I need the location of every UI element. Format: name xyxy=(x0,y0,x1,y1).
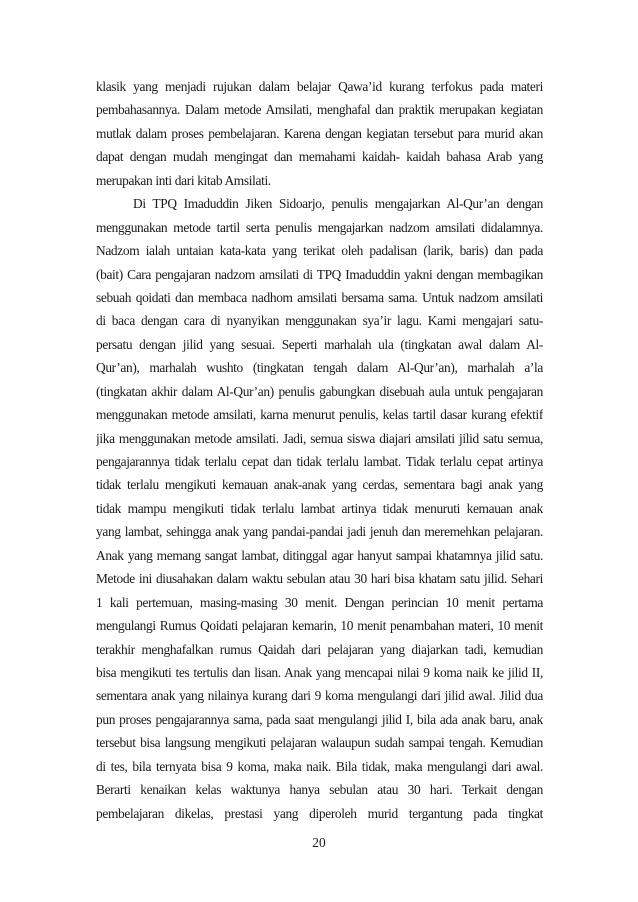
text-line: tidak terlalu mengikuti kemauan anak-anak yang cerdas, sementara bagi anak yang xyxy=(96,477,543,493)
text-line: jika menggunakan metode amsilati. Jadi, semua siswa diajari amsilati jilid satu semua, xyxy=(96,430,543,446)
text-line: pun proses pengajarannya sama, pada saat mengulangi jilid I, bila ada anak baru, anak xyxy=(96,711,543,727)
text-line: pembahasannya. Dalam metode Amsilati, menghafal dan praktik merupakan kegiatan xyxy=(96,102,543,118)
text-line: mutlak dalam proses pembelajaran. Karena dengan kegiatan tersebut para murid akan xyxy=(96,125,543,141)
text-line: menggunakan metode amsilati, karna menurut penulis, kelas tartil dasar kurang efektif xyxy=(96,407,543,423)
text-line: Anak yang memang sangat lambat, ditinggal agar hanyut sampai khatamnya jilid satu. xyxy=(96,547,543,563)
text-line: persatu dengan jilid yang sesuai. Seperti marhalah ula (tingkatan awal dalam Al- xyxy=(96,336,543,352)
text-line: merupakan inti dari kitab Amsilati. xyxy=(96,172,271,188)
text-line: yang lambat, sehingga anak yang pandai-pandai jadi jenuh dan meremehkan pelajaran. xyxy=(96,524,543,540)
text-line: menggunakan metode tartil serta penulis mengajarkan nadzom amsilati didalamnya. xyxy=(96,219,543,235)
text-line: di tes, bila ternyata bisa 9 koma, maka naik. Bila tidak, maka mengulangi dari awal. xyxy=(96,758,543,774)
text-line: Di TPQ Imaduddin Jiken Sidoarjo, penulis mengajarkan Al-Qur’an dengan xyxy=(133,196,543,212)
text-line: mengulangi Rumus Qoidati pelajaran kemarin, 10 menit penambahan materi, 10 menit xyxy=(96,618,543,634)
text-line: sebuah qoidati dan membaca nadhom amsilati bersama sama. Untuk nadzom amsilati xyxy=(96,289,543,305)
text-line: tersebut bisa langsung mengikuti pelajaran walaupun sudah sampai tengah. Kemudian xyxy=(96,735,543,751)
text-line: sementara anak yang nilainya kurang dari 9 koma mengulangi dari jilid awal. Jilid dua xyxy=(96,688,543,704)
page-number: 20 xyxy=(312,835,326,850)
text-line: dapat dengan mudah mengingat dan memahami kaidah- kaidah bahasa Arab yang xyxy=(96,149,543,165)
text-line: 1 kali pertemuan, masing-masing 30 menit. Dengan perincian 10 menit pertama xyxy=(96,594,543,610)
text-line: Nadzom ialah untaian kata-kata yang terikat oleh padalisan (larik, baris) dan pada xyxy=(96,243,543,259)
text-line: terakhir menghafalkan rumus Qaidah dari pelajaran yang diajarkan tadi, kemudian xyxy=(96,641,543,657)
text-line: Metode ini diusahakan dalam waktu sebulan atau 30 hari bisa khatam satu jilid. Sehari xyxy=(96,571,543,587)
text-line: Qur’an), marhalah wushto (tingkatan tengah dalam Al-Qur’an), marhalah a’la xyxy=(96,360,543,376)
text-line: (bait) Cara pengajaran nadzom amsilati di TPQ Imaduddin yakni dengan membagikan xyxy=(96,266,543,282)
text-line: klasik yang menjadi rujukan dalam belajar Qawa’id kurang terfokus pada materi xyxy=(96,79,543,94)
text-line: bisa mengikuti tes tertulis dan lisan. Anak yang mencapai nilai 9 koma naik ke jilid II, xyxy=(96,664,543,680)
text-line: di baca dengan cara di nyanyikan menggunakan sya’ir lagu. Kami mengajari satu- xyxy=(96,313,543,329)
body-text xyxy=(96,75,543,825)
text-line: pengajarannya tidak terlalu cepat dan tidak terlalu lambat. Tidak terlalu cepat artinya xyxy=(96,454,543,469)
text-line: (tingkatan akhir dalam Al-Qur’an) penulis gabungkan disebuah aula untuk pengajaran xyxy=(96,383,543,399)
text-line: pembelajaran dikelas, prestasi yang diperoleh murid tergantung pada tingkat xyxy=(96,805,543,821)
text-line: tidak mampu mengikuti tidak terlalu lambat artinya tidak menuruti kemauan anak xyxy=(96,500,543,516)
text-line: Berarti kenaikan kelas waktunya hanya sebulan atau 30 hari. Terkait dengan xyxy=(96,782,543,798)
